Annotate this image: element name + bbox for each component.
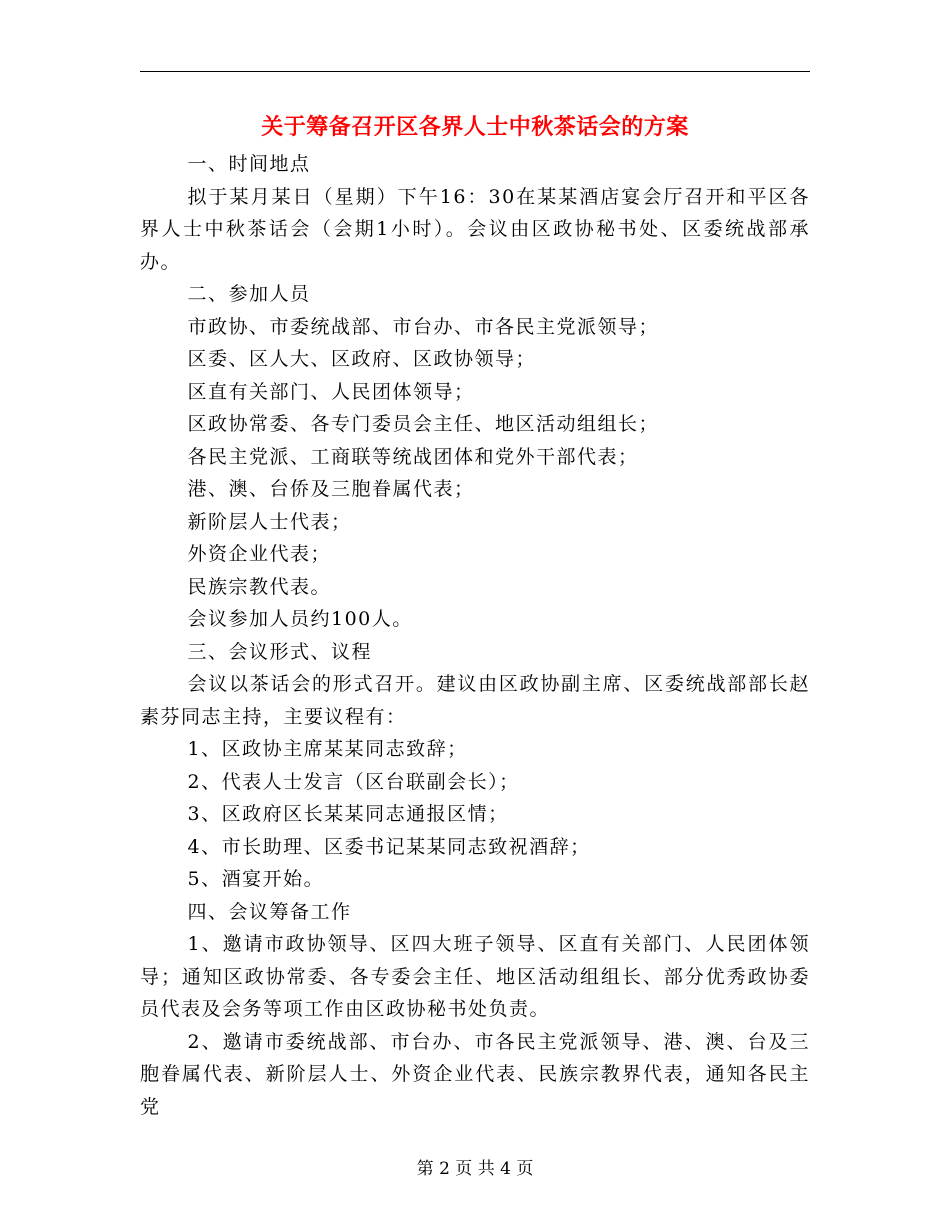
section-heading-format-agenda: 三、会议形式、议程 bbox=[187, 640, 373, 663]
participant-count: 会议参加人员约100人。 bbox=[187, 608, 413, 630]
agenda-item: 5、酒宴开始。 bbox=[187, 868, 325, 890]
section-heading-time-place: 一、时间地点 bbox=[187, 153, 311, 175]
document-body bbox=[140, 148, 810, 1123]
participant-item: 市政协、市委统战部、市台办、市各民主党派领导； bbox=[187, 315, 660, 338]
participant-item: 区政协常委、各专门委员会主任、地区活动组组长； bbox=[187, 413, 660, 435]
preparation-item: 1、邀请市政协领导、区四大班子领导、区直有关部门、人民团体领导；通知区政协常委、各专委会主任、地区活动组组长、部分优秀政协委员代表及会务等项工作由区政协秘书处负责。 bbox=[140, 933, 810, 1020]
participant-item: 新阶层人士代表； bbox=[187, 510, 352, 533]
participant-item: 区委、区人大、区政府、区政协领导； bbox=[187, 348, 537, 370]
participant-item: 外资企业代表； bbox=[187, 543, 332, 565]
participant-item: 区直有关部门、人民团体领导； bbox=[187, 380, 475, 403]
paragraph-time-place: 拟于某月某日（星期）下午16：30在某某酒店宴会厅召开和平区各界人士中秋茶话会（会期1小时）。会议由区政协秘书处、区委统战部承办。 bbox=[140, 185, 810, 273]
participant-item: 民族宗教代表。 bbox=[187, 575, 332, 598]
preparation-item: 2、邀请市委统战部、市台办、市各民主党派领导、港、澳、台及三胞眷属代表、新阶层人士、外资企业代表、民族宗教界代表，通知各民主党 bbox=[140, 1030, 810, 1118]
participant-item: 港、澳、台侨及三胞眷属代表； bbox=[187, 478, 475, 500]
agenda-item: 4、市长助理、区委书记某某同志致祝酒辞； bbox=[187, 835, 591, 858]
section-heading-participants: 二、参加人员 bbox=[187, 283, 311, 305]
agenda-item: 3、区政府区长某某同志通报区情； bbox=[187, 803, 509, 825]
paragraph-format: 会议以茶话会的形式召开。建议由区政协副主席、区委统战部部长赵素芬同志主持，主要议程有： bbox=[140, 673, 810, 728]
agenda-item: 1、区政协主席某某同志致辞； bbox=[187, 738, 468, 760]
header-rule bbox=[140, 71, 810, 72]
document-title: 关于筹备召开区各界人士中秋茶话会的方案 bbox=[261, 114, 689, 140]
section-heading-preparation: 四、会议筹备工作 bbox=[187, 900, 352, 923]
agenda-item: 2、代表人士发言（区台联副会长）； bbox=[187, 770, 520, 793]
page-number-footer: 第 2 页 共 4 页 bbox=[416, 1159, 534, 1179]
participant-item: 各民主党派、工商联等统战团体和党外干部代表； bbox=[187, 445, 639, 468]
